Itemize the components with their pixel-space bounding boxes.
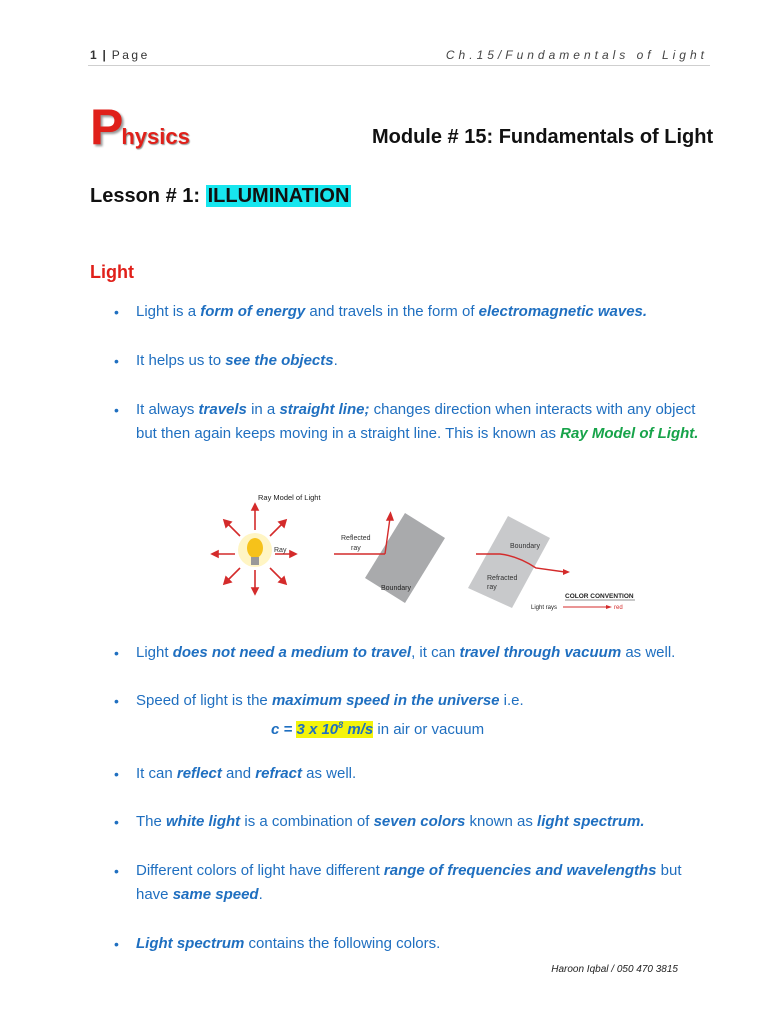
author-footer: Haroon Iqbal / 050 470 3815 [551, 964, 678, 975]
bullet-item: • Light does not need a medium to travel, it can travel through vacuum as well. [114, 641, 704, 665]
color-convention-label: COLOR CONVENTION [565, 593, 634, 600]
light-bulb-icon [238, 533, 272, 567]
red-label: red [614, 605, 623, 611]
bullet-item: • The white light is a combination of seven colors known as light spectrum. [114, 810, 704, 834]
bullet-item: • Speed of light is the maximum speed in the universe i.e. c = 3 x $10^8$ m/s in air or vacuum [114, 689, 704, 742]
lesson-topic: ILLUMINATION [207, 185, 350, 207]
speed-equation: c = 3 x $10^8$ m/s in air or vacuum [271, 720, 485, 738]
bullet-dot: • [114, 402, 119, 418]
logo-rest: hysics [121, 124, 190, 149]
bullet-dot: • [114, 936, 119, 952]
refracted-ray-word: ray [487, 584, 497, 591]
page-sep: | [102, 48, 106, 62]
light-rays-label: Light rays [531, 605, 558, 611]
page-number [90, 48, 150, 62]
bullet-dot: • [114, 863, 119, 879]
ray-model-figure [200, 488, 640, 618]
ray-label: Ray [274, 547, 287, 554]
bullet-item: • Different colors of light have different range of frequencies and wavelengths but have same speed. [114, 859, 704, 907]
reflected-ray-word: ray [351, 545, 361, 552]
module-title: Module # 15: Fundamentals of Light [372, 126, 714, 148]
bullet-item: • It can reflect and refract as well. [114, 762, 704, 786]
boundary-label-2: Boundary [510, 543, 540, 550]
bullet-dot: • [114, 814, 119, 830]
logo-initial: P [90, 99, 124, 155]
bullet-dot: • [114, 693, 119, 709]
refracted-label: Refracted [487, 575, 518, 582]
chapter-header: Ch.15/Fundamentals of Light [445, 48, 708, 62]
bullet-dot: • [114, 766, 119, 782]
bullet-dot: • [114, 304, 119, 320]
physics-logo [90, 98, 190, 156]
page-num-value: 1 [90, 48, 97, 62]
bullet-item: • Light spectrum contains the following colors. [114, 932, 704, 956]
bullet-dot: • [114, 353, 119, 369]
bullet-item: • It always travels in a straight line; changes direction when interacts with any object but then again keeps moving in a straight line. This is known as Ray Model of Light. [114, 398, 704, 446]
bullet-dot: • [114, 645, 119, 661]
lesson-label: Lesson # 1: [90, 185, 201, 207]
bullet-item: • Light is a form of energy and travels in the form of electromagnetic waves. [114, 300, 704, 324]
section-title: Light [90, 262, 134, 282]
refraction-boundary-block [468, 516, 550, 608]
bullet-item: • It helps us to see the objects. [114, 349, 704, 373]
boundary-label-1: Boundary [381, 585, 411, 592]
figure-title: Ray Model of Light [258, 493, 321, 502]
page-word: Page [111, 48, 150, 62]
header-divider [88, 65, 710, 66]
reflected-label: Reflected [341, 535, 371, 542]
lesson-heading [90, 185, 351, 208]
